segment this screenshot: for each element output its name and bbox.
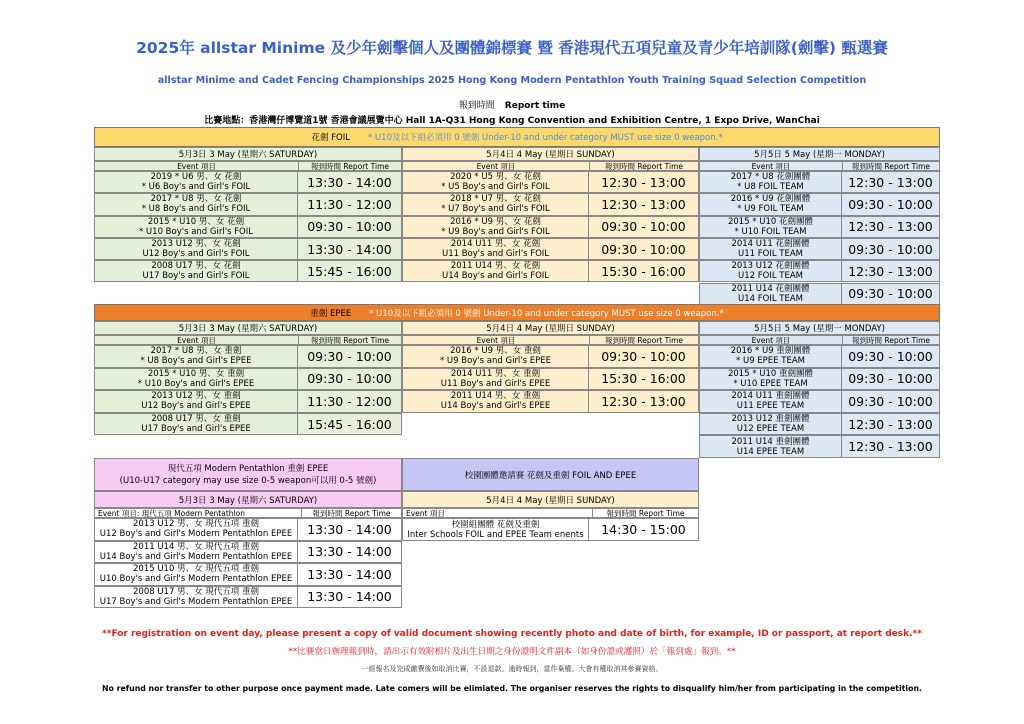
- event-cell: [403, 346, 589, 367]
- report-time-cell: 12:30 - 13:00: [848, 439, 933, 455]
- event-name-en: U11 Boy's and Girl's EPEE: [440, 378, 551, 389]
- time-column-label: 報到時間 Report Time: [311, 161, 389, 171]
- foil-event-row: [699, 216, 940, 238]
- event-cell: [403, 369, 589, 390]
- foil-event-row: [94, 171, 402, 193]
- report-time-cell: 12:30 - 13:00: [848, 416, 933, 432]
- event-name-en: * U8 FOIL TEAM: [737, 182, 804, 193]
- event-cell: [95, 391, 298, 412]
- pentathlon-header-line2: (U10-U17 category may use size 0-5 weapon可以用 0-5 號劍): [119, 475, 377, 486]
- event-name-zh: 2016 * U9 男、女 重劍: [450, 346, 541, 357]
- pentathlon-event-row: [94, 518, 402, 541]
- report-time-cell: 15:30 - 16:00: [601, 263, 686, 279]
- pentathlon-event-row: [94, 563, 402, 586]
- event-name-en: * U9 EPEE TEAM: [736, 356, 805, 367]
- event-name-en: U14 Boy's and Girl's FOIL: [441, 271, 550, 282]
- epee-event-row: [699, 413, 940, 436]
- report-time-cell: 09:30 - 10:00: [307, 348, 392, 364]
- report-time-cell: 09:30 - 10:00: [848, 393, 933, 409]
- report-time-cell: 09:30 - 10:00: [848, 286, 933, 302]
- epee-column-header: [699, 335, 940, 345]
- event-name-zh: 2015 * U10 男、女 花劍: [147, 216, 245, 227]
- report-time-cell: 12:30 - 13:00: [848, 219, 933, 235]
- refund-note-en: No refund nor transfer to other purpose once payment made. Late comers will be elimiated. The organiser reserves the rights to disqualify him/her from participating in the competition.: [102, 684, 922, 693]
- foil-event-row: [402, 193, 699, 215]
- event-name-zh: 2011 U14 男、女 花劍: [450, 261, 541, 272]
- event-name-zh: 2017 * U8 男、女 花劍: [150, 194, 242, 205]
- event-name-en: U12 EPEE TEAM: [736, 424, 805, 435]
- event-cell: [95, 564, 298, 585]
- report-time-cell: 12:30 - 13:00: [848, 263, 933, 279]
- epee-event-row: [699, 368, 940, 391]
- event-cell: [403, 519, 589, 540]
- foil-event-row: [94, 216, 402, 238]
- event-cell: [700, 346, 842, 367]
- foil-day-header: 5月3日 3 May (星期六 SATURDAY): [94, 147, 402, 161]
- event-name-zh: 2013 U12 花劍團體: [731, 261, 810, 272]
- event-cell: [403, 261, 589, 281]
- report-time-cell: 09:30 - 10:00: [601, 241, 686, 257]
- event-column-label: Event 項目: [403, 509, 593, 517]
- epee-event-row: [94, 413, 402, 436]
- event-name-en: U11 EPEE TEAM: [736, 401, 805, 412]
- time-column-label: 報到時間 Report Time: [311, 335, 389, 345]
- event-name-zh: 2015 * U10 男、女 重劍: [147, 368, 245, 379]
- event-name-en: U14 EPEE TEAM: [736, 446, 805, 457]
- page-title: 2025年 allstar Minime 及少年劍擊個人及團體錦標賽 暨 香港現代五項兒童及青少年培訓隊(劍擊) 甄選賽: [136, 39, 888, 57]
- report-time-cell: 13:30 - 14:00: [307, 544, 392, 560]
- event-cell: [95, 217, 298, 237]
- event-name-en: U10 Boy's and Girl's Modern Pentathlon EPEE: [99, 574, 293, 585]
- foil-event-row: [402, 216, 699, 238]
- registration-notice-en: **For registration on event day, please present a copy of valid document showing recently photo and date of birth, for example, ID or passport, at report desk.**: [102, 629, 922, 639]
- event-name-zh: 2017 * U8 男、女 重劍: [150, 346, 242, 357]
- event-name-en: * U9 Boy's and Girl's EPEE: [439, 356, 551, 367]
- event-name-en: U11 Boy's and Girl's FOIL: [441, 249, 550, 260]
- event-name-zh: 2018 * U7 男、女 花劍: [450, 194, 541, 205]
- event-name-en: U17 Boy's and Girl's EPEE: [141, 424, 251, 435]
- event-cell: [95, 542, 298, 563]
- event-name-en: * U10 Boy's and Girl's EPEE: [137, 378, 255, 389]
- event-column-label: Event 項目: [95, 336, 299, 344]
- schools-day-header: 5月4日 4 May (星期日 SUNDAY): [402, 491, 699, 508]
- event-cell: [700, 194, 842, 214]
- event-cell: [95, 519, 298, 540]
- report-time-cell: 13:30 - 14:00: [307, 241, 392, 257]
- event-cell: [700, 414, 842, 435]
- event-name-en: U14 FOIL TEAM: [738, 293, 803, 304]
- foil-event-row: [94, 260, 402, 282]
- report-time-cell: 09:30 - 10:00: [848, 241, 933, 257]
- event-column-label: Event 項目: [95, 162, 299, 170]
- event-name-zh: 2008 U17 男、女 現代五項 重劍: [133, 586, 259, 597]
- report-time-cell: 09:30 - 10:00: [601, 348, 686, 364]
- event-name-en: * U7 Boy's and Girl's FOIL: [441, 204, 550, 215]
- event-name-en: U12 Boy's and Girl's FOIL: [142, 249, 250, 260]
- event-name-en: U12 Boy's and Girl's EPEE: [141, 401, 251, 412]
- event-column-label: Event 項目: [700, 162, 843, 170]
- foil-label: 花劍 FOIL: [311, 133, 350, 143]
- event-name-zh: 2019 * U6 男、女 花劍: [150, 172, 242, 183]
- report-time-cell: 13:30 - 14:00: [307, 174, 392, 190]
- event-name-zh: 2017 * U8 花劍團體: [730, 172, 811, 183]
- foil-event-row: [402, 238, 699, 260]
- foil-event-row: [699, 193, 940, 215]
- event-name-en: Inter Schools FOIL and EPEE Team enents: [407, 529, 584, 540]
- report-time-cell: 09:30 - 10:00: [601, 219, 686, 235]
- pentathlon-column-header: [94, 508, 402, 518]
- report-time-cell: 12:30 - 13:00: [601, 393, 686, 409]
- epee-event-row: [699, 390, 940, 413]
- event-column-label: Event 項目: [403, 162, 590, 170]
- report-time-cell: 12:30 - 13:00: [601, 174, 686, 190]
- event-name-en: * U10 EPEE TEAM: [733, 378, 808, 389]
- event-name-en: U17 Boy's and Girl's Modern Pentathlon EPEE: [99, 596, 293, 607]
- epee-event-row: [94, 368, 402, 391]
- report-time-cell: 13:30 - 14:00: [307, 566, 392, 582]
- event-name-zh: 2015 * U10 重劍團體: [727, 368, 814, 379]
- pentathlon-event-row: [94, 586, 402, 609]
- foil-section-bar: [94, 127, 940, 147]
- time-column-label: 報到時間 Report Time: [852, 161, 930, 171]
- foil-event-row: [402, 171, 699, 193]
- event-name-en: * U5 Boy's and Girl's FOIL: [441, 182, 550, 193]
- event-cell: [95, 414, 298, 435]
- time-column-label: 報到時間 Report Time: [852, 335, 930, 345]
- foil-note: * U10及以下組必須用 0 號劍 Under-10 and under category MUST use size 0 weapon.*: [367, 133, 723, 143]
- event-cell: [95, 346, 298, 367]
- event-name-zh: 2020 * U5 男、女 花劍: [450, 172, 541, 183]
- report-time-cell: 14:30 - 15:00: [601, 522, 686, 537]
- event-column-label: Event 項目: [700, 336, 843, 344]
- event-cell: [95, 172, 298, 192]
- event-name-zh: 2013 U12 男、女 重劍: [151, 391, 241, 402]
- report-time-heading: 報到時間 Report time: [458, 101, 566, 111]
- event-cell: [403, 172, 589, 192]
- event-name-zh: 2008 U17 男、女 花劍: [151, 261, 241, 272]
- event-name-en: U17 Boy's and Girl's FOIL: [142, 271, 250, 282]
- foil-event-row: [94, 238, 402, 260]
- event-cell: [700, 369, 842, 390]
- event-cell: [403, 391, 589, 412]
- foil-event-row: [402, 260, 699, 282]
- event-cell: [700, 261, 842, 281]
- event-cell: [95, 587, 298, 608]
- event-cell: [700, 436, 842, 457]
- pentathlon-day-header: 5月3日 3 May (星期六 SATURDAY): [94, 491, 402, 508]
- pentathlon-header: [94, 458, 402, 491]
- time-column-label: 報到時間 Report Time: [312, 508, 391, 518]
- epee-event-row: [402, 345, 699, 368]
- event-cell: [95, 194, 298, 214]
- event-name-en: * U9 Boy's and Girl's FOIL: [441, 226, 550, 237]
- epee-section-bar: [94, 304, 940, 321]
- event-name-zh: 2008 U17 男、女 重劍: [151, 414, 241, 425]
- report-time-cell: 15:45 - 16:00: [307, 416, 392, 432]
- refund-note-zh: 一經報名及完成繳費後如取消比賽，不設退款。逾時報到，當作棄權。大會有權取消其參賽資格。: [361, 665, 663, 673]
- event-name-zh: 2013 U12 重劍團體: [731, 414, 810, 425]
- epee-day-header: 5月3日 3 May (星期六 SATURDAY): [94, 321, 402, 335]
- event-cell: [700, 172, 842, 192]
- epee-event-row: [699, 345, 940, 368]
- schools-header: 校園團體邀請賽 花劍及重劍 FOIL AND EPEE: [402, 458, 699, 491]
- foil-column-header: [94, 161, 402, 171]
- foil-day-header: 5月5日 5 May (星期一 MONDAY): [699, 147, 940, 161]
- report-time-cell: 12:30 - 13:00: [601, 196, 686, 212]
- report-time-cell: 13:30 - 14:00: [307, 521, 392, 537]
- foil-event-row: [94, 193, 402, 215]
- event-name-zh: 2015 * U10 花劍團體: [727, 216, 814, 227]
- event-name-zh: 2011 U14 重劍團體: [731, 436, 810, 447]
- event-name-en: * U9 FOIL TEAM: [737, 204, 804, 215]
- event-name-en: U14 Boy's and Girl's EPEE: [440, 401, 551, 412]
- event-cell: [700, 391, 842, 412]
- epee-column-header: [402, 335, 699, 345]
- foil-column-header: [699, 161, 940, 171]
- event-cell: [95, 239, 298, 259]
- epee-event-row: [94, 345, 402, 368]
- event-name-en: * U8 Boy's and Girl's EPEE: [140, 356, 252, 367]
- event-cell: [95, 261, 298, 281]
- event-name-en: U14 Boy's and Girl's Modern Pentathlon EPEE: [99, 551, 293, 562]
- event-name-zh: 校園組團體 花劍及重劍: [451, 519, 540, 530]
- event-name-zh: 2014 U11 重劍團體: [731, 391, 810, 402]
- foil-column-header: [402, 161, 699, 171]
- event-name-zh: 2016 * U9 重劍團體: [730, 346, 811, 357]
- event-name-zh: 2011 U14 男、女 重劍: [450, 391, 541, 402]
- event-name-zh: 2014 U11 男、女 花劍: [450, 239, 541, 250]
- time-column-label: 報到時間 Report Time: [605, 161, 683, 171]
- epee-label: 重劍 EPEE: [310, 308, 352, 319]
- report-time-cell: 11:30 - 12:00: [307, 393, 392, 409]
- report-time-cell: 12:30 - 13:00: [848, 174, 933, 190]
- event-column-label: Event 項目: [403, 336, 590, 344]
- report-time-cell: 09:30 - 10:00: [848, 196, 933, 212]
- epee-day-header: 5月4日 4 May (星期日 SUNDAY): [402, 321, 699, 335]
- foil-event-row: [699, 171, 940, 193]
- registration-notice-zh: **比賽當日辦理報到時，請出示有效附相片及出生日期之身份證明文件副本（如身份證或護照）於「報到處」報到。**: [288, 647, 736, 657]
- foil-event-row: [699, 260, 940, 282]
- report-time-cell: 11:30 - 12:00: [307, 196, 392, 212]
- foil-day-header: 5月4日 4 May (星期日 SUNDAY): [402, 147, 699, 161]
- event-name-en: * U10 FOIL TEAM: [734, 226, 807, 237]
- event-cell: [403, 194, 589, 214]
- event-column-label: Event 項目: 現代五項 Modern Pentathlon: [95, 509, 302, 517]
- event-name-zh: 2015 U10 男、女 現代五項 重劍: [133, 564, 259, 575]
- event-cell: [403, 239, 589, 259]
- venue-line: 比賽地點：香港灣仔博覽道1號 香港會議展覽中心 Hall 1A-Q31 Hong Kong Convention and Exhibition Centre, 1 Expo Drive, WanChai: [204, 116, 820, 126]
- event-name-en: * U6 Boy's and Girl's FOIL: [141, 182, 251, 193]
- event-name-zh: 2013 U12 男、女 花劍: [151, 239, 241, 250]
- event-cell: [700, 217, 842, 237]
- schools-row: [402, 518, 699, 541]
- event-name-zh: 2011 U14 男、女 現代五項 重劍: [133, 541, 259, 552]
- schools-column-header: [402, 508, 699, 518]
- foil-event-row: [699, 283, 940, 305]
- event-name-en: U11 FOIL TEAM: [738, 249, 803, 260]
- event-name-zh: 2016 * U9 男、女 花劍: [450, 216, 541, 227]
- pentathlon-event-row: [94, 541, 402, 564]
- event-cell: [700, 239, 842, 259]
- report-time-cell: 15:30 - 16:00: [601, 371, 686, 387]
- epee-column-header: [94, 335, 402, 345]
- time-column-label: 報到時間 Report Time: [606, 508, 685, 518]
- event-name-zh: 2014 U11 男、女 重劍: [450, 368, 541, 379]
- epee-event-row: [94, 390, 402, 413]
- event-name-zh: 2014 U11 花劍團體: [731, 239, 810, 250]
- event-cell: [95, 369, 298, 390]
- report-time-cell: 09:30 - 10:00: [848, 348, 933, 364]
- epee-note: * U10及以下組必須用 0 號劍 Under-10 and under category MUST use size 0 weapon.*: [369, 308, 724, 319]
- epee-event-row: [402, 390, 699, 413]
- pentathlon-header-line1: 現代五項 Modern Pentathlon 重劍 EPEE: [167, 463, 329, 474]
- event-name-zh: 2013 U12 男、女 現代五項 重劍: [133, 519, 259, 530]
- report-time-cell: 09:30 - 10:00: [307, 219, 392, 235]
- event-cell: [700, 284, 842, 304]
- epee-event-row: [402, 368, 699, 391]
- event-name-en: * U10 Boy's and Girl's FOIL: [138, 226, 253, 237]
- report-time-cell: 15:45 - 16:00: [307, 263, 392, 279]
- event-name-zh: 2011 U14 花劍團體: [731, 283, 810, 294]
- event-name-zh: 2016 * U9 花劍團體: [730, 194, 811, 205]
- epee-day-header: 5月5日 5 May (星期一 MONDAY): [699, 321, 940, 335]
- event-name-en: U12 FOIL TEAM: [738, 271, 803, 282]
- time-column-label: 報到時間 Report Time: [605, 335, 683, 345]
- epee-event-row: [699, 435, 940, 458]
- report-time-cell: 09:30 - 10:00: [307, 371, 392, 387]
- report-time-cell: 09:30 - 10:00: [848, 371, 933, 387]
- foil-event-row: [699, 238, 940, 260]
- event-cell: [403, 217, 589, 237]
- event-name-en: U12 Boy's and Girl's Modern Pentathlon EPEE: [99, 529, 293, 540]
- page-subtitle: allstar Minime and Cadet Fencing Championships 2025 Hong Kong Modern Pentathlon Youth Training Squad Selection Competition: [157, 75, 867, 86]
- report-time-cell: 13:30 - 14:00: [307, 589, 392, 605]
- event-name-en: * U8 Boy's and Girl's FOIL: [141, 204, 251, 215]
